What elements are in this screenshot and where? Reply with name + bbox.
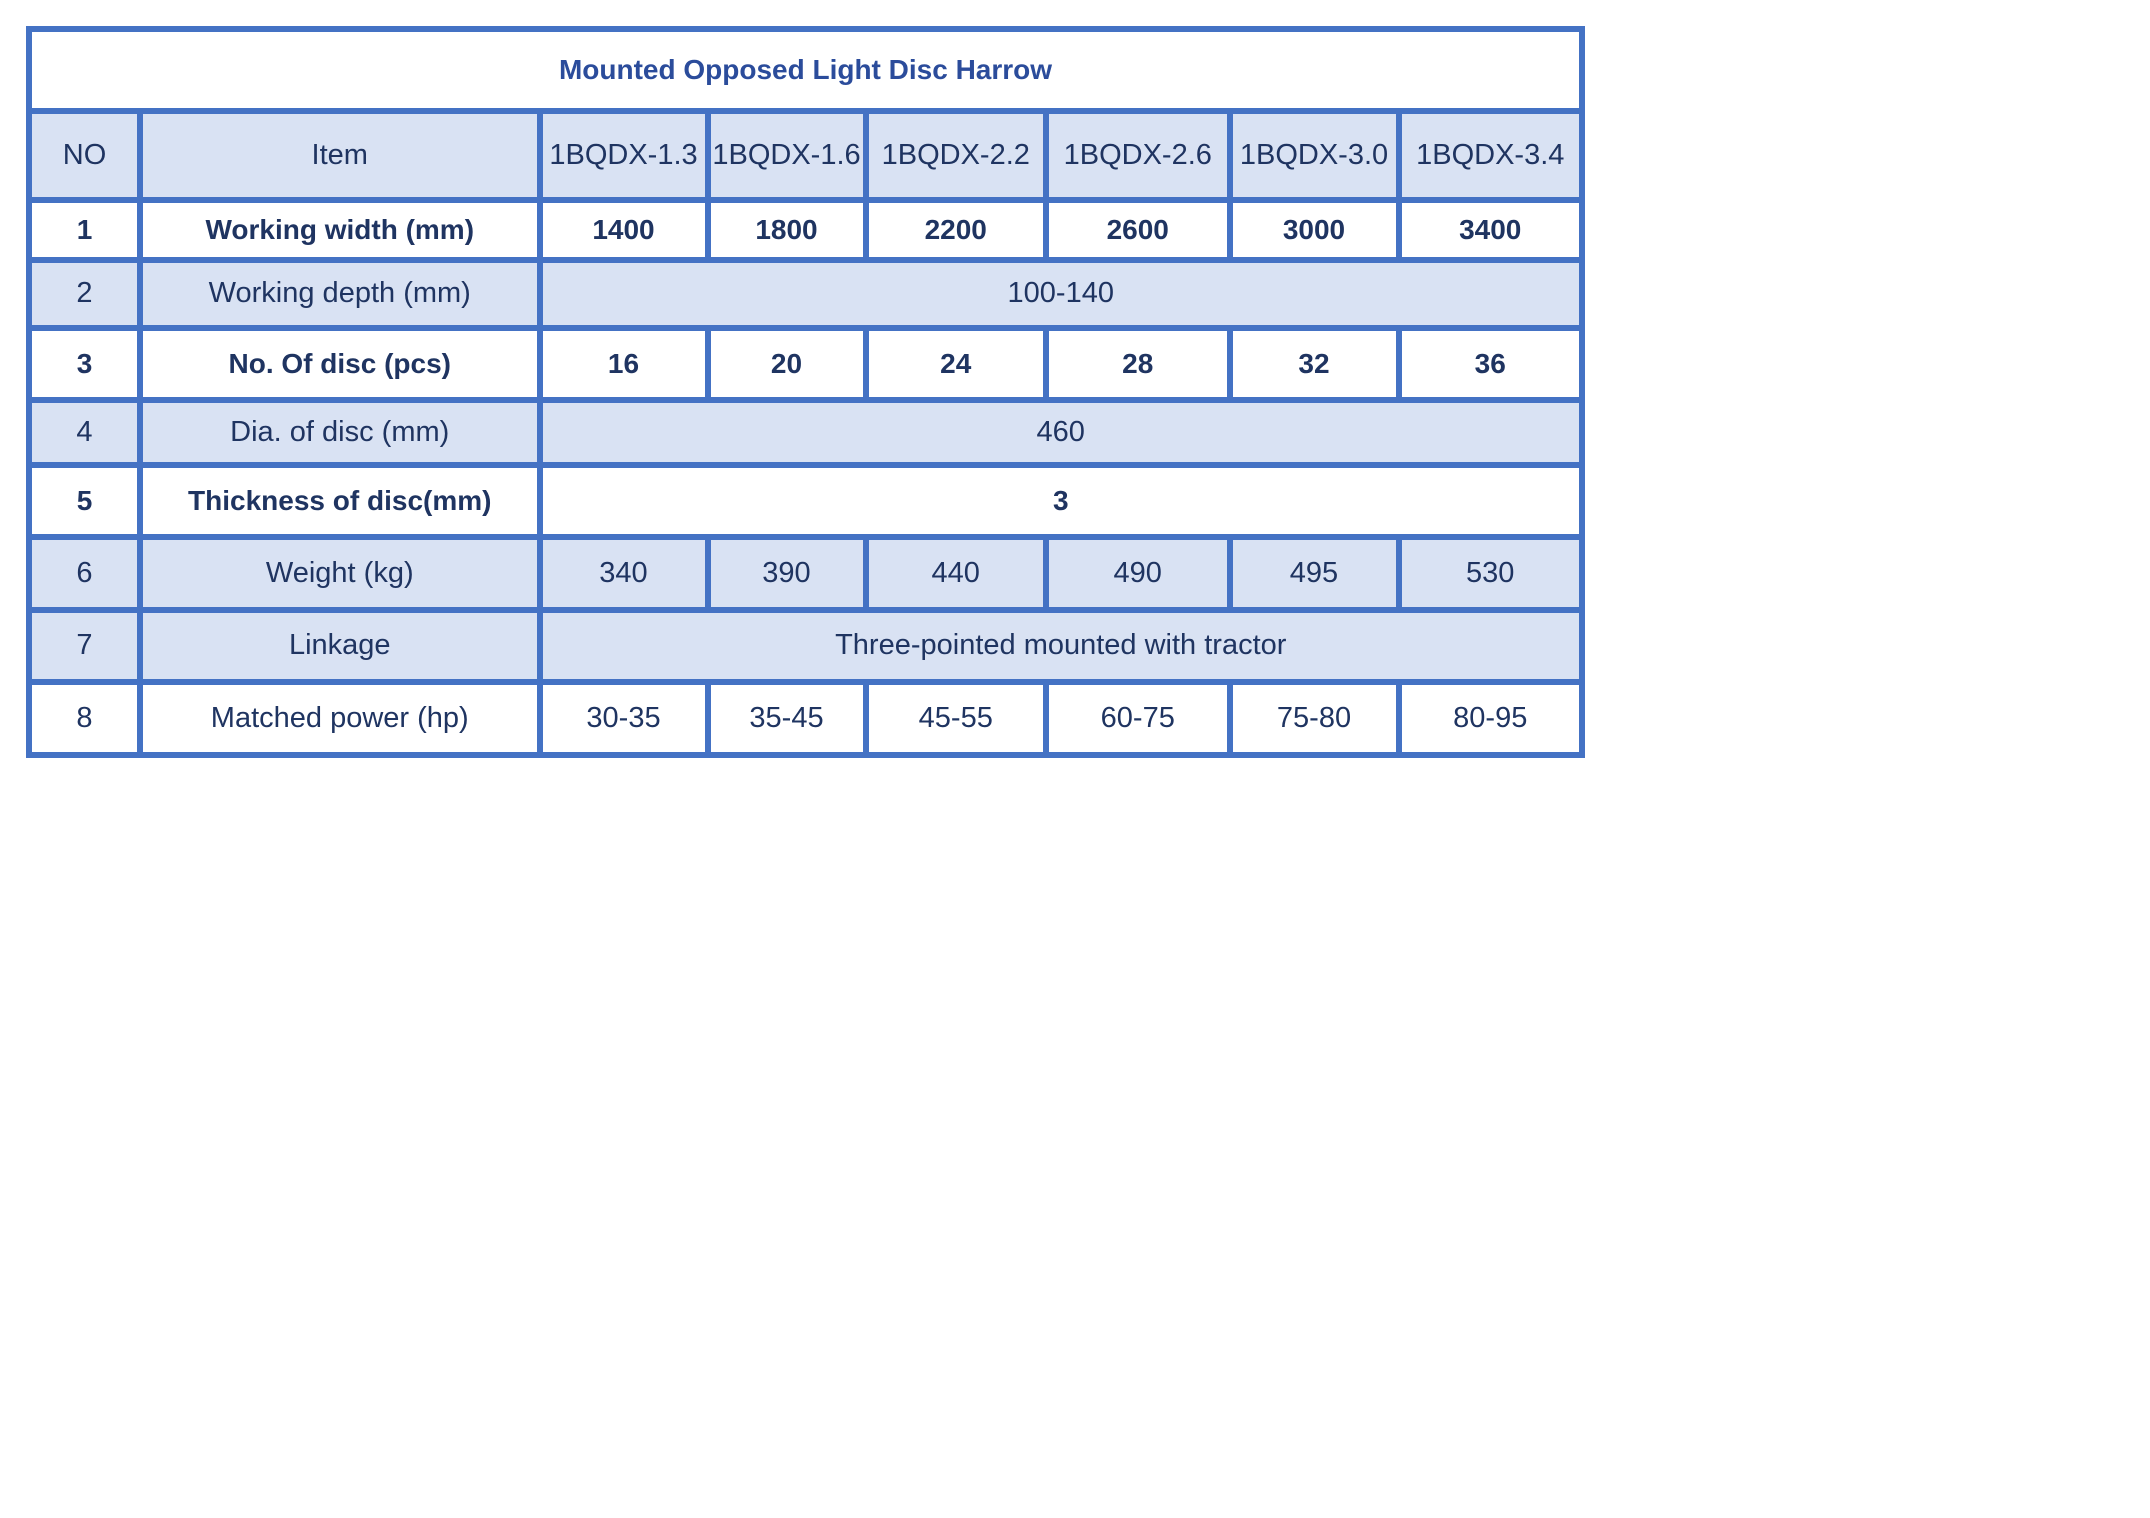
row-item-label: Working width (mm): [143, 203, 537, 257]
row-value: 32: [1233, 331, 1396, 398]
row-value: 490: [1049, 540, 1227, 607]
row-value: 2600: [1049, 203, 1227, 257]
header-model: 1BQDX-2.6: [1049, 114, 1227, 197]
row-value: 28: [1049, 331, 1227, 398]
row-value: 340: [543, 540, 705, 607]
row-item-label: Weight (kg): [143, 540, 537, 607]
row-value: 35-45: [711, 685, 863, 752]
row-merged-value: 3: [543, 468, 1580, 534]
row-number: 1: [32, 203, 137, 257]
row-number: 7: [32, 613, 137, 680]
row-number: 2: [32, 263, 137, 325]
row-value: 3000: [1233, 203, 1396, 257]
row-value: 16: [543, 331, 705, 398]
row-item-label: No. Of disc (pcs): [143, 331, 537, 398]
header-model: 1BQDX-3.4: [1402, 114, 1580, 197]
row-value: 2200: [869, 203, 1044, 257]
row-value: 440: [869, 540, 1044, 607]
row-value: 1400: [543, 203, 705, 257]
row-number: 8: [32, 685, 137, 752]
row-value: 60-75: [1049, 685, 1227, 752]
row-number: 5: [32, 468, 137, 534]
row-number: 3: [32, 331, 137, 398]
row-value: 1800: [711, 203, 863, 257]
row-merged-value: 100-140: [543, 263, 1580, 325]
header-no: NO: [32, 114, 137, 197]
row-value: 20: [711, 331, 863, 398]
header-model: 1BQDX-2.2: [869, 114, 1044, 197]
row-value: 495: [1233, 540, 1396, 607]
row-value: 30-35: [543, 685, 705, 752]
header-item: Item: [143, 114, 537, 197]
header-model: 1BQDX-1.3: [543, 114, 705, 197]
row-item-label: Linkage: [143, 613, 537, 680]
row-number: 4: [32, 403, 137, 462]
row-item-label: Dia. of disc (mm): [143, 403, 537, 462]
row-merged-value: 460: [543, 403, 1580, 462]
row-merged-value: Three-pointed mounted with tractor: [543, 613, 1580, 680]
row-value: 45-55: [869, 685, 1044, 752]
row-item-label: Matched power (hp): [143, 685, 537, 752]
row-item-label: Thickness of disc(mm): [143, 468, 537, 534]
row-value: 75-80: [1233, 685, 1396, 752]
header-model: 1BQDX-1.6: [711, 114, 863, 197]
row-value: 36: [1402, 331, 1580, 398]
row-value: 80-95: [1402, 685, 1580, 752]
row-value: 3400: [1402, 203, 1580, 257]
table-title: Mounted Opposed Light Disc Harrow: [32, 32, 1579, 108]
header-model: 1BQDX-3.0: [1233, 114, 1396, 197]
row-value: 24: [869, 331, 1044, 398]
spec-table: [26, 26, 1585, 758]
row-value: 530: [1402, 540, 1580, 607]
row-value: 390: [711, 540, 863, 607]
row-item-label: Working depth (mm): [143, 263, 537, 325]
row-number: 6: [32, 540, 137, 607]
